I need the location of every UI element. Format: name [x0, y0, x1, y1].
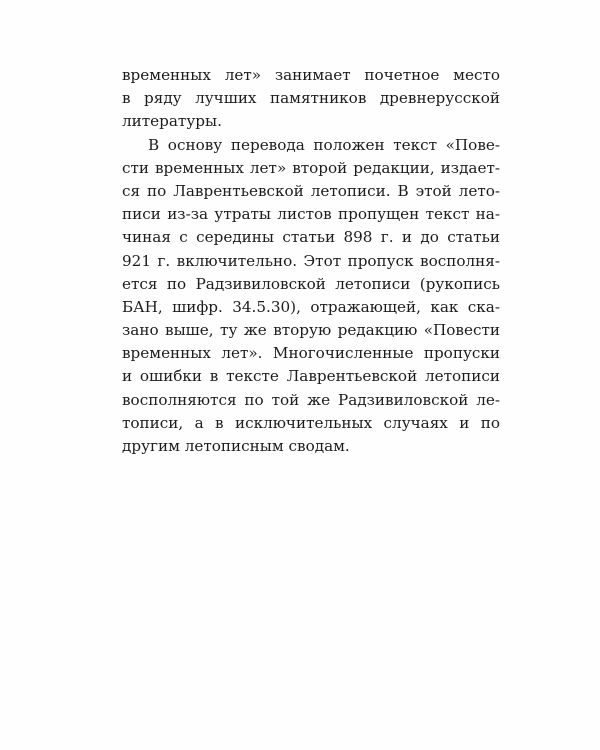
body-text	[122, 64, 500, 458]
text-line: БАН, шифр. 34.5.30), отражающей, как ска-	[122, 297, 500, 316]
text-line: тописи, а в исключительных случаях и по	[122, 413, 500, 432]
text-line: временных лет» занимает почетное место	[122, 66, 500, 84]
text-line: зано выше, ту же вторую редакцию «Повести	[122, 321, 500, 340]
text-line: ся по Лаврентьевской летописи. В этой лето-	[122, 181, 500, 200]
text-line: другим летописным сводам.	[122, 437, 350, 455]
paragraph-2	[122, 134, 500, 459]
text-line: восполняются по той же Радзивиловской ле-	[122, 390, 500, 409]
text-line: В основу перевода положен текст «Пове-	[148, 135, 500, 154]
paragraph-1	[122, 64, 500, 134]
text-line: в ряду лучших памятников древнерусской	[122, 89, 500, 108]
text-line: чиная с середины статьи 898 г. и до статьи	[122, 228, 500, 247]
text-line: писи из-за утраты листов пропущен текст на-	[122, 205, 500, 224]
text-line: 921 г. включительно. Этот пропуск восполня-	[122, 251, 500, 270]
text-line: ется по Радзивиловской летописи (рукопись	[122, 274, 500, 293]
text-line: временных лет». Многочисленные пропуски	[122, 344, 500, 363]
text-line: литературы.	[122, 112, 222, 131]
text-line: и ошибки в тексте Лаврентьевской летописи	[122, 367, 500, 386]
text-line: сти временных лет» второй редакции, издает-	[122, 158, 500, 177]
